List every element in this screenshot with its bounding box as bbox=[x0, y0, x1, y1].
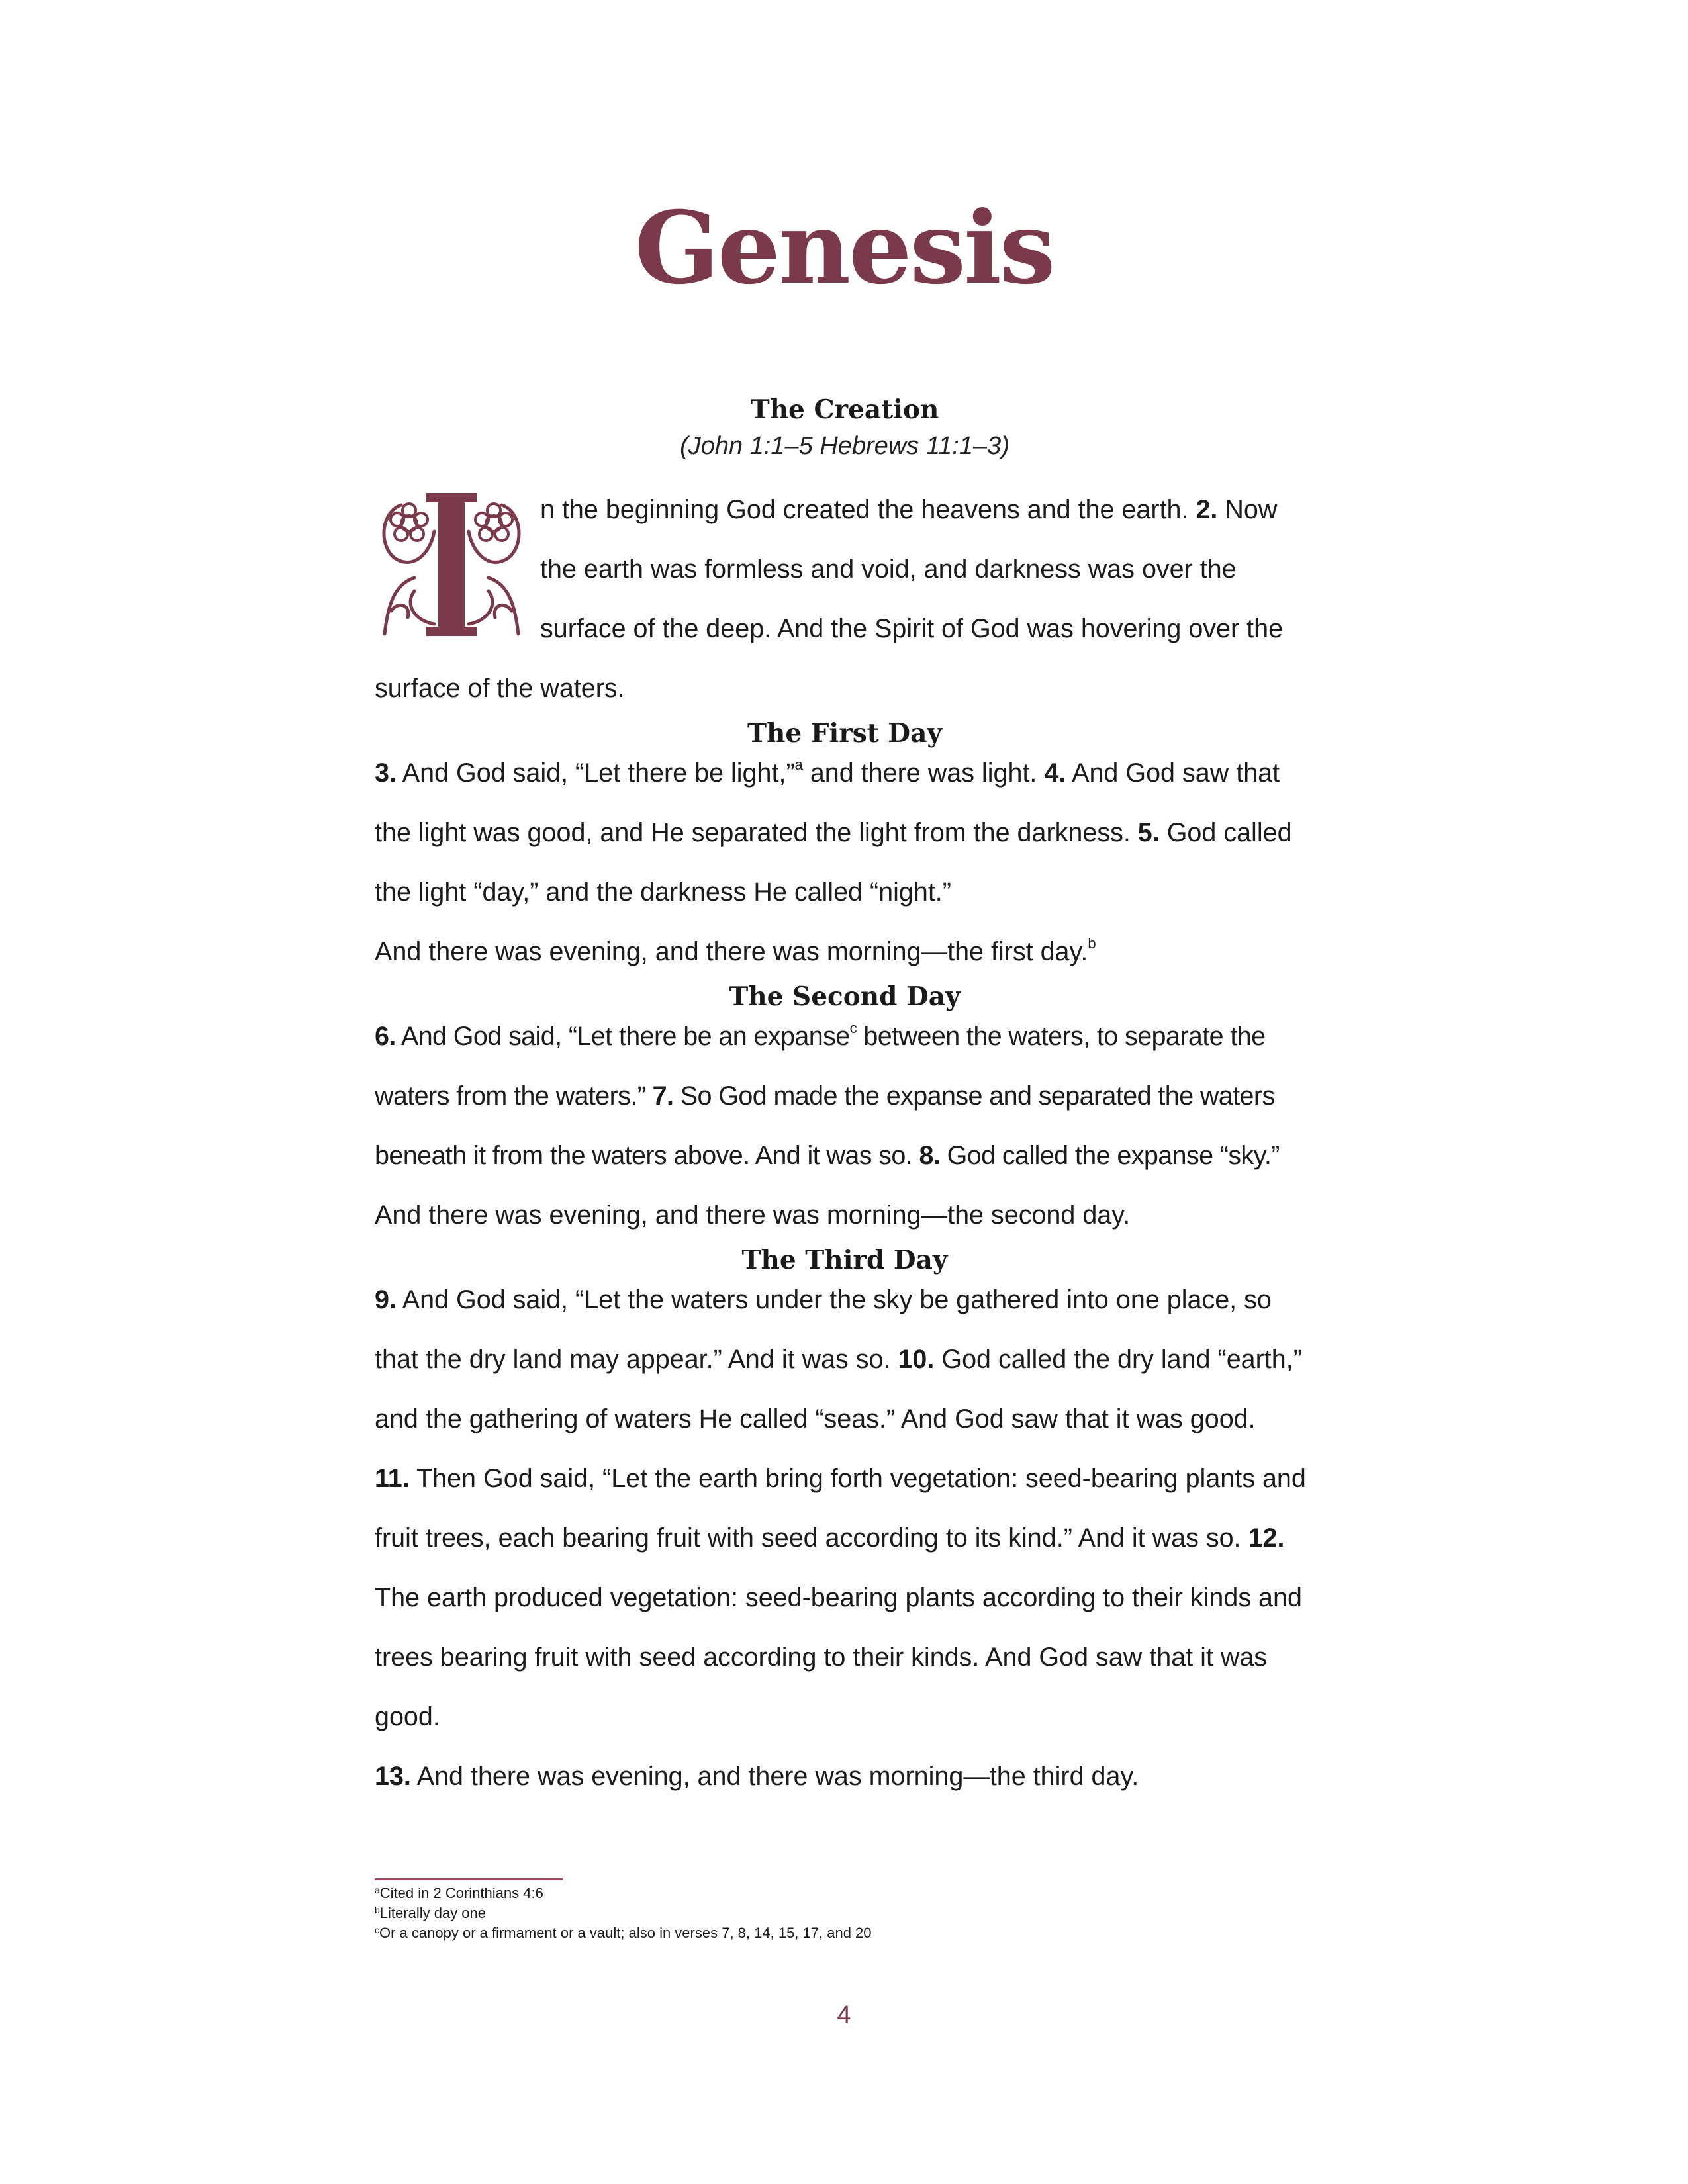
verse-number: 5. bbox=[1137, 818, 1160, 847]
verse-paragraph-9-10: 9. And God said, “Let the waters under the sky be gathered into one place, so that the dry land may appear.” And it was so. 10. God called the dry land “earth,” and the gathering of waters He called “seas.” And God saw that it was good. bbox=[375, 1285, 1302, 1433]
drop-cap bbox=[375, 485, 528, 644]
page-number: 4 bbox=[837, 2001, 851, 2029]
verse-number: 13. bbox=[375, 1762, 411, 1791]
footnote-marker: c bbox=[849, 1020, 857, 1036]
verse-paragraph-11-12: 11. Then God said, “Let the earth bring forth vegetation: seed-bearing plants and fruit trees, each bearing fruit with seed according to its kind.” And it was so. 12. The earth produced vegetation: seed-bearing plants according to their kinds and trees bearing fruit with seed according to their kinds. And God saw that it was good. bbox=[375, 1464, 1306, 1731]
section-heading-third-day: The Third Day bbox=[741, 1245, 948, 1275]
verse-number: 6. bbox=[375, 1022, 396, 1051]
verse-number: 8. bbox=[919, 1141, 941, 1170]
footnote-a: $^a$Cited in 2 Corinthians 4:6 bbox=[375, 1885, 543, 1901]
footnote-marker: b bbox=[1088, 935, 1096, 952]
creation-text bbox=[375, 480, 1315, 718]
second-day-text bbox=[375, 1007, 1315, 1245]
verse-paragraph-13: 13. And there was evening, and there was morning—the third day. bbox=[375, 1762, 1139, 1791]
section-heading-first-day: The First Day bbox=[747, 718, 943, 749]
verse-number: 4. bbox=[1044, 758, 1066, 788]
footnote-marker: a bbox=[794, 756, 803, 773]
section-creation bbox=[375, 394, 1315, 461]
verse-number: 12. bbox=[1248, 1524, 1285, 1553]
section-heading-creation: The Creation bbox=[750, 394, 939, 425]
footnote-c: $^c$Or a canopy or a firmament or a vault; also in verses 7, 8, 14, 15, 17, and 20 bbox=[375, 1925, 872, 1941]
evening-line: And there was evening, and there was morning—the second day. bbox=[375, 1201, 1131, 1230]
verse-number: 3. bbox=[375, 758, 397, 788]
verse-number: 2. bbox=[1196, 495, 1218, 524]
first-day-text bbox=[375, 743, 1315, 981]
verse-paragraph-1-2: n the beginning God created the heavens and the earth. 2. Now the earth was formless and void, and darkness was over the surface of the deep. And the Spirit of God was hovering over the surface of the waters. bbox=[375, 480, 1315, 718]
verse-number: 11. bbox=[375, 1464, 410, 1493]
verse-number: 10. bbox=[898, 1345, 935, 1374]
ornamental-letter-i-floral-icon bbox=[375, 485, 528, 644]
verse-paragraph-3-5: 3. And God said, “Let there be light,”$^a$ and there was light. 4. And God saw that the light was good, and He separated the light from the darkness. 5. God called the light “day,” and the darkness He called “night.” bbox=[375, 756, 1292, 907]
book-title: Genesis bbox=[634, 190, 1054, 306]
verse-number: 7. bbox=[652, 1081, 674, 1111]
footnote-b: $^b$Literally day one bbox=[375, 1905, 487, 1921]
third-day-text bbox=[375, 1270, 1315, 1806]
evening-line: And there was evening, and there was morning—the first day.$^b$ bbox=[375, 935, 1096, 966]
section-heading-second-day: The Second Day bbox=[729, 981, 961, 1012]
footnote-divider bbox=[375, 1878, 563, 1880]
verse-number: 9. bbox=[375, 1285, 397, 1314]
verse-paragraph-6-8: 6. And God said, “Let there be an expanse$^c$ between the waters, to separate the waters from the waters.” 7. So God made the expanse and separated the waters beneath it from the waters above. And it was so. 8. God called the expanse “sky.” bbox=[375, 1020, 1280, 1170]
footnotes bbox=[375, 1884, 1315, 1943]
cross-reference: (John 1:1–5 Hebrews 11:1–3) bbox=[680, 432, 1009, 460]
